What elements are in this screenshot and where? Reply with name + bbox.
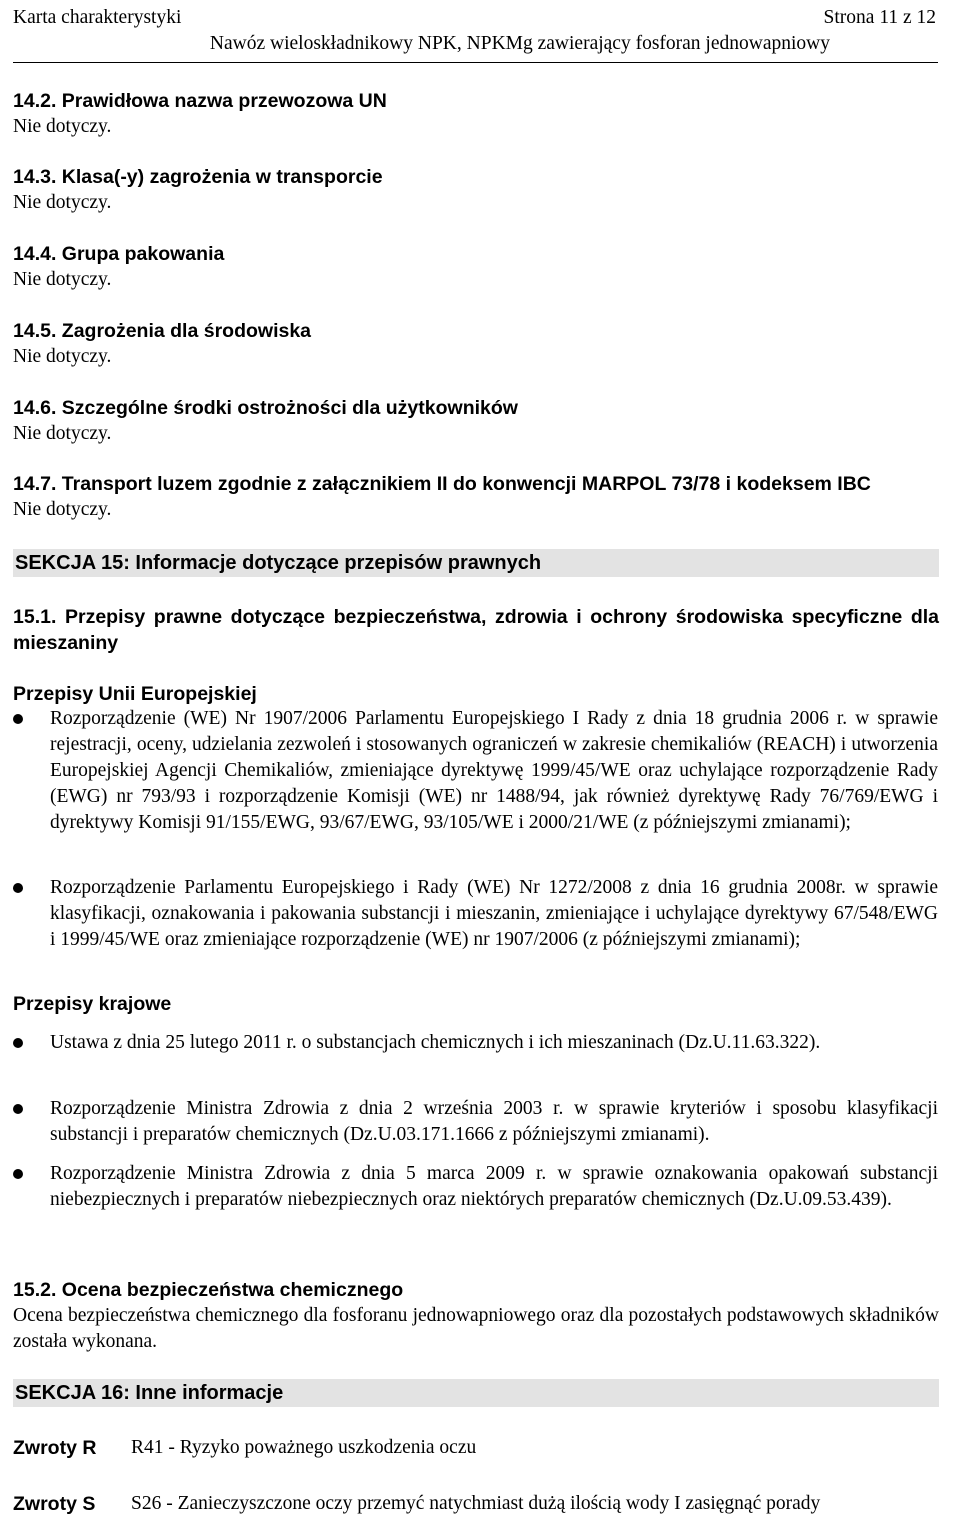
- s143-text: Nie dotyczy.: [13, 192, 112, 213]
- s145-title: 14.5. Zagrożenia dla środowiska: [13, 320, 312, 342]
- s147-title: 14.7. Transport luzem zgodnie z załącznikiem II do konwencji MARPOL 73/78 i kodeksem IBC: [13, 473, 871, 495]
- eu-regulations-heading: Przepisy Unii Europejskiej: [13, 683, 257, 705]
- s143-title: 14.3. Klasa(-y) zagrożenia w transporcie: [13, 166, 383, 188]
- s142-text: Nie dotyczy.: [13, 116, 112, 137]
- s145-text: Nie dotyczy.: [13, 346, 112, 367]
- bullet-icon: [13, 1104, 23, 1114]
- r-phrases-text: R41 - Ryzyko poważnego uszkodzenia oczu: [131, 1437, 477, 1458]
- eu-regulation-item: Rozporządzenie Parlamentu Europejskiego i Rady (WE) Nr 1272/2008 z dnia 16 grudnia 2008r. w sprawie klasyfikacji, oznakowania i pakowania substancji i mieszanin, zmieniające i uchylające dyrektywy 67/548/EWG i 1999/45/WE oraz zmieniające rozporządzenie (WE) nr 1907/2006 (z późniejszymi zmianami);: [50, 877, 938, 950]
- s144-text: Nie dotyczy.: [13, 269, 112, 290]
- section15-heading: SEKCJA 15: Informacje dotyczące przepisów prawnych: [13, 549, 939, 577]
- s151-title: 15.1. Przepisy prawne dotyczące bezpieczeństwa, zdrowia i ochrony środowiska specyficzne dla mieszaniny: [13, 606, 939, 654]
- document-title: Karta charakterystyki: [13, 7, 182, 28]
- s146-title: 14.6. Szczególne środki ostrożności dla użytkowników: [13, 397, 518, 419]
- s147-text: Nie dotyczy.: [13, 499, 112, 520]
- national-regulation-item: Ustawa z dnia 25 lutego 2011 r. o substancjach chemicznych i ich mieszaninach (Dz.U.11.63.322).: [50, 1032, 821, 1053]
- bullet-icon: [13, 883, 23, 893]
- bullet-icon: [13, 714, 23, 724]
- bullet-icon: [13, 1169, 23, 1179]
- national-regulation-item: Rozporządzenie Ministra Zdrowia z dnia 2 września 2003 r. w sprawie kryteriów i sposobu klasyfikacji substancji i preparatów chemicznych (Dz.U.03.171.1666 z późniejszymi zmianami).: [50, 1098, 938, 1145]
- s-phrases-text: S26 - Zanieczyszczone oczy przemyć natychmiast dużą ilością wody I zasięgnąć porady: [131, 1493, 821, 1514]
- s146-text: Nie dotyczy.: [13, 423, 112, 444]
- s152-text: Ocena bezpieczeństwa chemicznego dla fosforanu jednowapniowego oraz dla pozostałych podstawowych składników została wykonana.: [13, 1305, 939, 1352]
- s-phrases-label: Zwroty S: [13, 1493, 96, 1515]
- r-phrases-label: Zwroty R: [13, 1437, 97, 1459]
- s152-title: 15.2. Ocena bezpieczeństwa chemicznego: [13, 1279, 404, 1301]
- bullet-icon: [13, 1038, 23, 1048]
- section16-heading: SEKCJA 16: Inne informacje: [13, 1379, 939, 1407]
- s144-title: 14.4. Grupa pakowania: [13, 243, 225, 265]
- page-number: Strona 11 z 12: [823, 7, 936, 28]
- national-regulation-item: Rozporządzenie Ministra Zdrowia z dnia 5 marca 2009 r. w sprawie oznakowania opakowań substancji niebezpiecznych i preparatów niebezpiecznych oraz niektórych preparatów chemicznych (Dz.U.09.53.439).: [50, 1163, 938, 1210]
- eu-regulation-item: Rozporządzenie (WE) Nr 1907/2006 Parlamentu Europejskiego I Rady z dnia 18 grudnia 2006 r. w sprawie rejestracji, oceny, udzielania zezwoleń i stosowanych ograniczeń w zakresie chemikaliów (REACH) i utworzenia Europejskiej Agencji Chemikaliów, zmieniające dyrektywę 1999/45/WE oraz uchylające rozporządzenie Rady (EWG) nr 793/93 i rozporządzenie Komisji (WE) nr 1488/94, jak również dyrektywę Rady 76/769/EWG i dyrektywy Komisji 91/155/EWG, 93/67/EWG, 93/105/WE i 2000/21/WE (z późniejszymi zmianami);: [50, 708, 938, 833]
- header-rule: [13, 62, 938, 63]
- national-regulations-heading: Przepisy krajowe: [13, 993, 172, 1015]
- product-name: Nawóz wieloskładnikowy NPK, NPKMg zawierający fosforan jednowapniowy: [209, 33, 830, 54]
- s142-title: 14.2. Prawidłowa nazwa przewozowa UN: [13, 90, 387, 112]
